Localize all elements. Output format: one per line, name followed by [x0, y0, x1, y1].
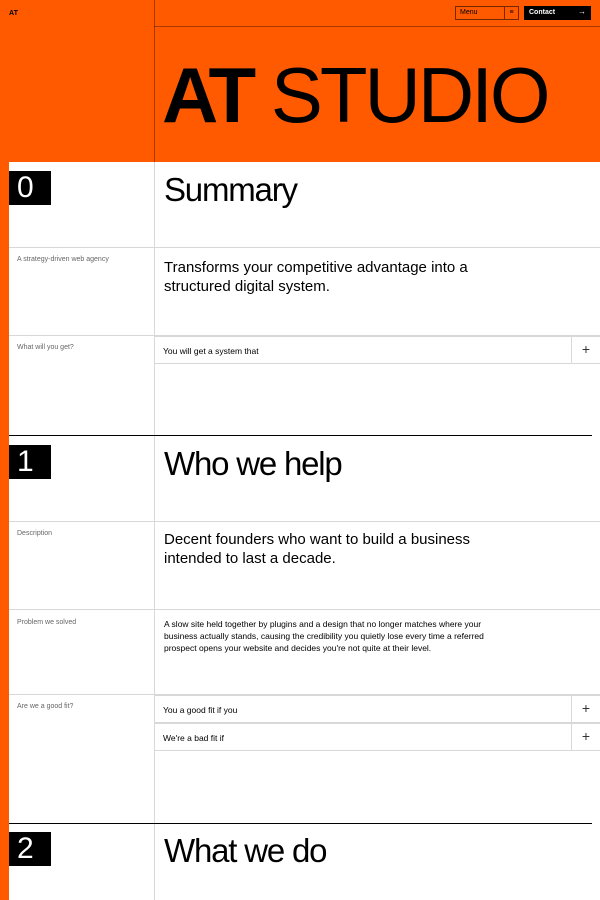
lead-text: Transforms your competitive advantage into a structured digital system.: [164, 259, 468, 295]
hamburger-icon[interactable]: ≡: [505, 6, 519, 20]
body-text: A slow site held together by plugins and a design that no longer matches where your business actually stands, causing the credibility you quietly lose every time a referred prospect opens your website and decides you're not quite at their level.: [164, 619, 484, 653]
row-label: What will you get?: [17, 344, 74, 351]
brand-title-bold: AT: [162, 51, 253, 139]
arrow-right-icon: →: [578, 7, 586, 16]
divider: [9, 247, 600, 248]
row-label: Description: [17, 530, 53, 537]
section-divider: [9, 435, 592, 436]
divider: [154, 26, 600, 27]
row-label: A strategy-driven web agency: [17, 256, 109, 263]
contact-button[interactable]: [524, 6, 591, 20]
section-number: 1: [9, 445, 51, 479]
logo[interactable]: AT: [9, 10, 19, 17]
plus-icon[interactable]: +: [571, 723, 600, 751]
page-title: [162, 51, 548, 139]
section-number: 0: [9, 171, 51, 205]
menu-button[interactable]: Menu: [455, 6, 505, 20]
section-title-what-we-do: What we do: [164, 832, 327, 869]
lead-text: Decent founders who want to build a business intended to last a decade.: [164, 531, 471, 567]
plus-icon[interactable]: +: [571, 695, 600, 723]
accordion-label: You will get a system that: [163, 346, 259, 356]
column-divider: [154, 162, 155, 900]
divider: [154, 0, 155, 162]
accordion-item[interactable]: [155, 723, 600, 751]
section-title-summary: Summary: [164, 171, 297, 208]
main-content: [9, 162, 600, 900]
accordion-item[interactable]: [155, 695, 600, 723]
contact-button-label: Contact: [529, 9, 556, 16]
accordion-label: You a good fit if you: [163, 705, 238, 715]
row-label: Are we a good fit?: [17, 703, 74, 710]
site-header: [0, 0, 600, 162]
row-label: Problem we solved: [17, 619, 77, 626]
section-divider: [9, 823, 592, 824]
plus-icon[interactable]: +: [571, 336, 600, 364]
divider: [9, 521, 600, 522]
accordion-item[interactable]: [155, 336, 600, 364]
accordion-label: We're a bad fit if: [163, 733, 224, 743]
brand-title-light: STUDIO: [270, 51, 548, 139]
section-number: 2: [9, 832, 51, 866]
divider: [9, 609, 600, 610]
section-title-who-we-help: Who we help: [164, 445, 342, 482]
